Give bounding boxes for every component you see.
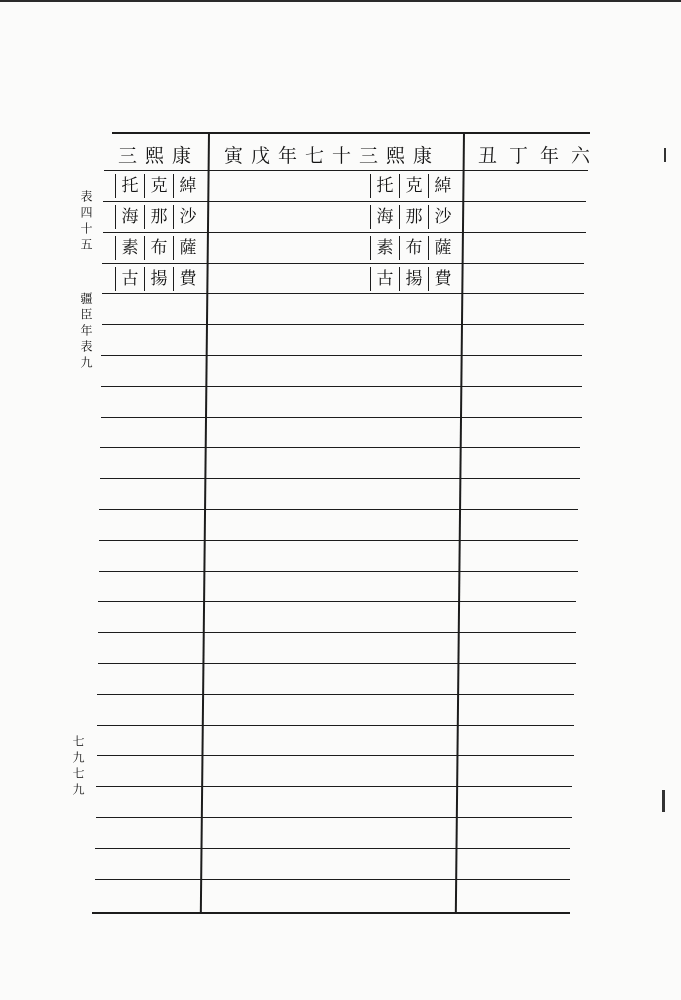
row-rule: [101, 417, 582, 418]
name-character: 托: [370, 174, 399, 198]
name-character: 素: [115, 236, 144, 260]
name-character: 沙: [428, 205, 457, 229]
name-cell: [115, 174, 202, 198]
name-character: 布: [399, 236, 428, 260]
name-cell: [370, 205, 457, 229]
name-character: 費: [173, 267, 202, 291]
row-rule: [99, 540, 578, 541]
page-number: 七九七九: [71, 735, 85, 799]
column-1-header: 三熙康: [118, 145, 200, 167]
name-character: 克: [399, 174, 428, 198]
name-character: 海: [370, 205, 399, 229]
row-rule: [100, 478, 580, 479]
name-character: 那: [144, 205, 173, 229]
row-rule: [97, 694, 574, 695]
name-character: 薩: [173, 236, 202, 260]
row-rule: [96, 817, 572, 818]
name-cell: [115, 267, 202, 291]
row-rule: [102, 293, 584, 294]
row-rule: [97, 755, 574, 756]
row-rule: [101, 355, 582, 356]
row-rule: [99, 571, 578, 572]
name-cell: [370, 236, 457, 260]
row-rule: [103, 201, 586, 202]
name-character: 古: [370, 267, 399, 291]
name-character: 海: [115, 205, 144, 229]
name-character: 揚: [399, 267, 428, 291]
section-title-label: 疆臣年表九: [79, 292, 93, 372]
name-character: 古: [115, 267, 144, 291]
name-character: 費: [428, 267, 457, 291]
table-bottom-rule: [92, 912, 570, 914]
name-cell: [115, 205, 202, 229]
name-character: 綽: [173, 174, 202, 198]
name-character: 克: [144, 174, 173, 198]
row-rule: [102, 324, 584, 325]
scan-speck: [662, 790, 665, 812]
row-rule: [102, 263, 584, 264]
row-rule: [96, 786, 572, 787]
name-cell: [370, 174, 457, 198]
name-character: 綽: [428, 174, 457, 198]
table-number-label: 表四十五: [79, 190, 93, 254]
name-cell: [115, 236, 202, 260]
name-cell: [370, 267, 457, 291]
name-character: 素: [370, 236, 399, 260]
name-character: 那: [399, 205, 428, 229]
top-rule: [0, 0, 681, 2]
row-rule: [100, 447, 580, 448]
row-rule: [98, 632, 576, 633]
row-rule: [98, 663, 576, 664]
scan-speck: [664, 148, 666, 162]
name-character: 托: [115, 174, 144, 198]
name-character: 薩: [428, 236, 457, 260]
row-rule: [95, 879, 570, 880]
column-3-header: 丑丁年六: [478, 145, 603, 167]
name-character: 布: [144, 236, 173, 260]
name-character: 沙: [173, 205, 202, 229]
row-rule: [103, 232, 586, 233]
row-rule: [99, 509, 578, 510]
row-rule: [98, 601, 576, 602]
row-rule: [101, 386, 582, 387]
row-rule: [95, 848, 570, 849]
table-top-rule: [112, 132, 590, 134]
row-rule: [104, 170, 588, 171]
row-rule: [97, 725, 574, 726]
name-character: 揚: [144, 267, 173, 291]
column-2-header: 寅戊年七十三熙康: [224, 145, 441, 167]
